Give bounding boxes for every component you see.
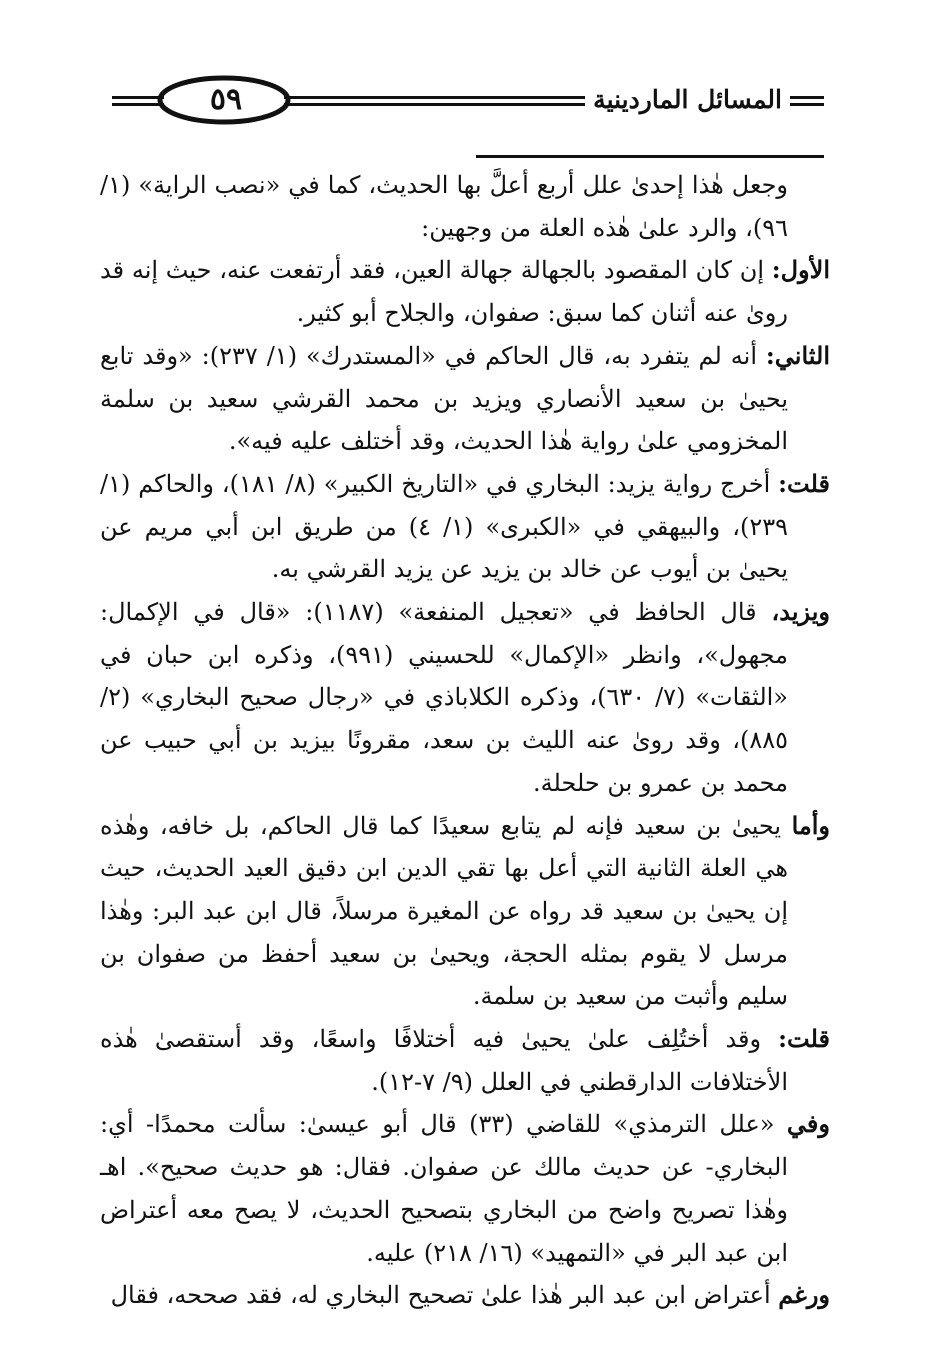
paragraph-lead: الأول:: [771, 255, 830, 285]
paragraph-text: أنه لم يتفرد به، قال الحاكم في «المستدرك» (١/ ٢٣٧): «وقد تابع يحيىٰ بن سعيد الأنصاري ويزيد بن محمد القرشي سعيد بن سلمة المخزومي علىٰ رواية هٰذا الحديث، وقد أختلف عليه فيه».: [100, 341, 788, 456]
page-header: [112, 72, 824, 132]
body-text: [100, 164, 830, 1317]
paragraph-text: أعتراض ابن عبد البر هٰذا علىٰ تصحيح البخاري له، فقد صححه، فقال: [110, 1281, 779, 1310]
paragraph-text: وجعل هٰذا إحدىٰ علل أربع أعلَّ بها الحديث، كما في «نصب الراية» (١/ ٩٦)، والرد علىٰ هٰذه العلة من وجهين:: [100, 171, 788, 242]
paragraph: [100, 335, 830, 463]
paragraph-text: أخرج رواية يزيد: البخاري في «التاريخ الكبير» (٨/ ١٨١)، والحاكم (١/ ٢٣٩)، والبيهقي في «الكبرى» (١/ ٤) من طريق ابن أبي مريم عن يحيىٰ بن أيوب عن خالد بن يزيد عن يزيد القرشي به.: [100, 469, 788, 584]
paragraph-lead: ورغم: [778, 1280, 830, 1310]
page-number: ٥٩: [209, 82, 243, 117]
paragraph-text: يحيىٰ بن سعيد فإنه لم يتابع سعيدًا كما قال الحاكم، بل خافه، وهٰذه هي العلة الثانية التي أعل بها تقي الدين ابن دقيق العيد الحديث، حيث إن يحيىٰ بن سعيد قد رواه عن المغيرة مرسلاً، قال ابن عبد البر: وهٰذا مرسل لا يقوم بمثله الحجة، ويحيىٰ بن سعيد أحفظ من صفوان بن سليم وأثبت من سعيد بن سلمة.: [100, 811, 792, 1011]
running-title: المسائل الماردينية: [585, 82, 790, 118]
paragraph: [100, 164, 830, 249]
paragraph: [100, 591, 830, 805]
paragraph-text: «علل الترمذي» للقاضي (٣٣) قال أبو عيسىٰ: سألت محمدًا- أي: البخاري- عن حديث مالك عن صفوان. فقال: هو حديث صحيح». اهـ وهٰذا تصريح واضح من البخاري بتصحيح الحديث، لا يصح معه أعتراض ابن عبد البر في «التمهيد» (١٦/ ٢١٨) عليه.: [100, 1110, 788, 1267]
paragraph-text: وقد أختُلِف علىٰ يحيىٰ فيه أختلافًا واسعًا، وقد أستقصىٰ هٰذه الأختلافات الدارقطني في العلل (٩/ ٧-١٢).: [100, 1025, 788, 1096]
paragraph: [100, 463, 830, 591]
paragraph: [100, 805, 830, 1019]
paragraph: [100, 249, 830, 334]
paragraph-text: إن كان المقصود بالجهالة جهالة العين، فقد أرتفعت عنه، حيث إنه قد رویٰ عنه أثنان كما سبق: صفوان، والجلاح أبو كثير.: [100, 256, 788, 328]
paragraph-lead: قلت:: [778, 1024, 830, 1054]
paragraph-lead: وأما: [791, 810, 831, 840]
paragraph: [100, 1018, 830, 1103]
paragraph-lead: وفي: [786, 1109, 830, 1139]
header-divider-rule: [476, 155, 824, 158]
paragraph-lead: قلت:: [778, 468, 830, 498]
paragraph: [100, 1103, 830, 1274]
paragraph: [100, 1274, 830, 1317]
paragraph-lead: الثاني:: [765, 340, 830, 370]
paragraph-text: قال الحافظ في «تعجيل المنفعة» (١١٨٧): «قال في الإكمال: مجهول»، وانظر «الإكمال» للحسيني (٩٩١)، وذكره ابن حبان في «الثقات» (٧/ ٦٣٠)، وذكره الكلاباذي في «رجال صحيح البخاري» (٢/ ٨٨٥)، وقد رویٰ عنه الليث بن سعد، مقرونًا بيزيد بن أبي حبيب عن محمد بن عمرو بن حلحلة.: [100, 598, 788, 797]
paragraph-lead: ويزيد،: [771, 597, 831, 627]
